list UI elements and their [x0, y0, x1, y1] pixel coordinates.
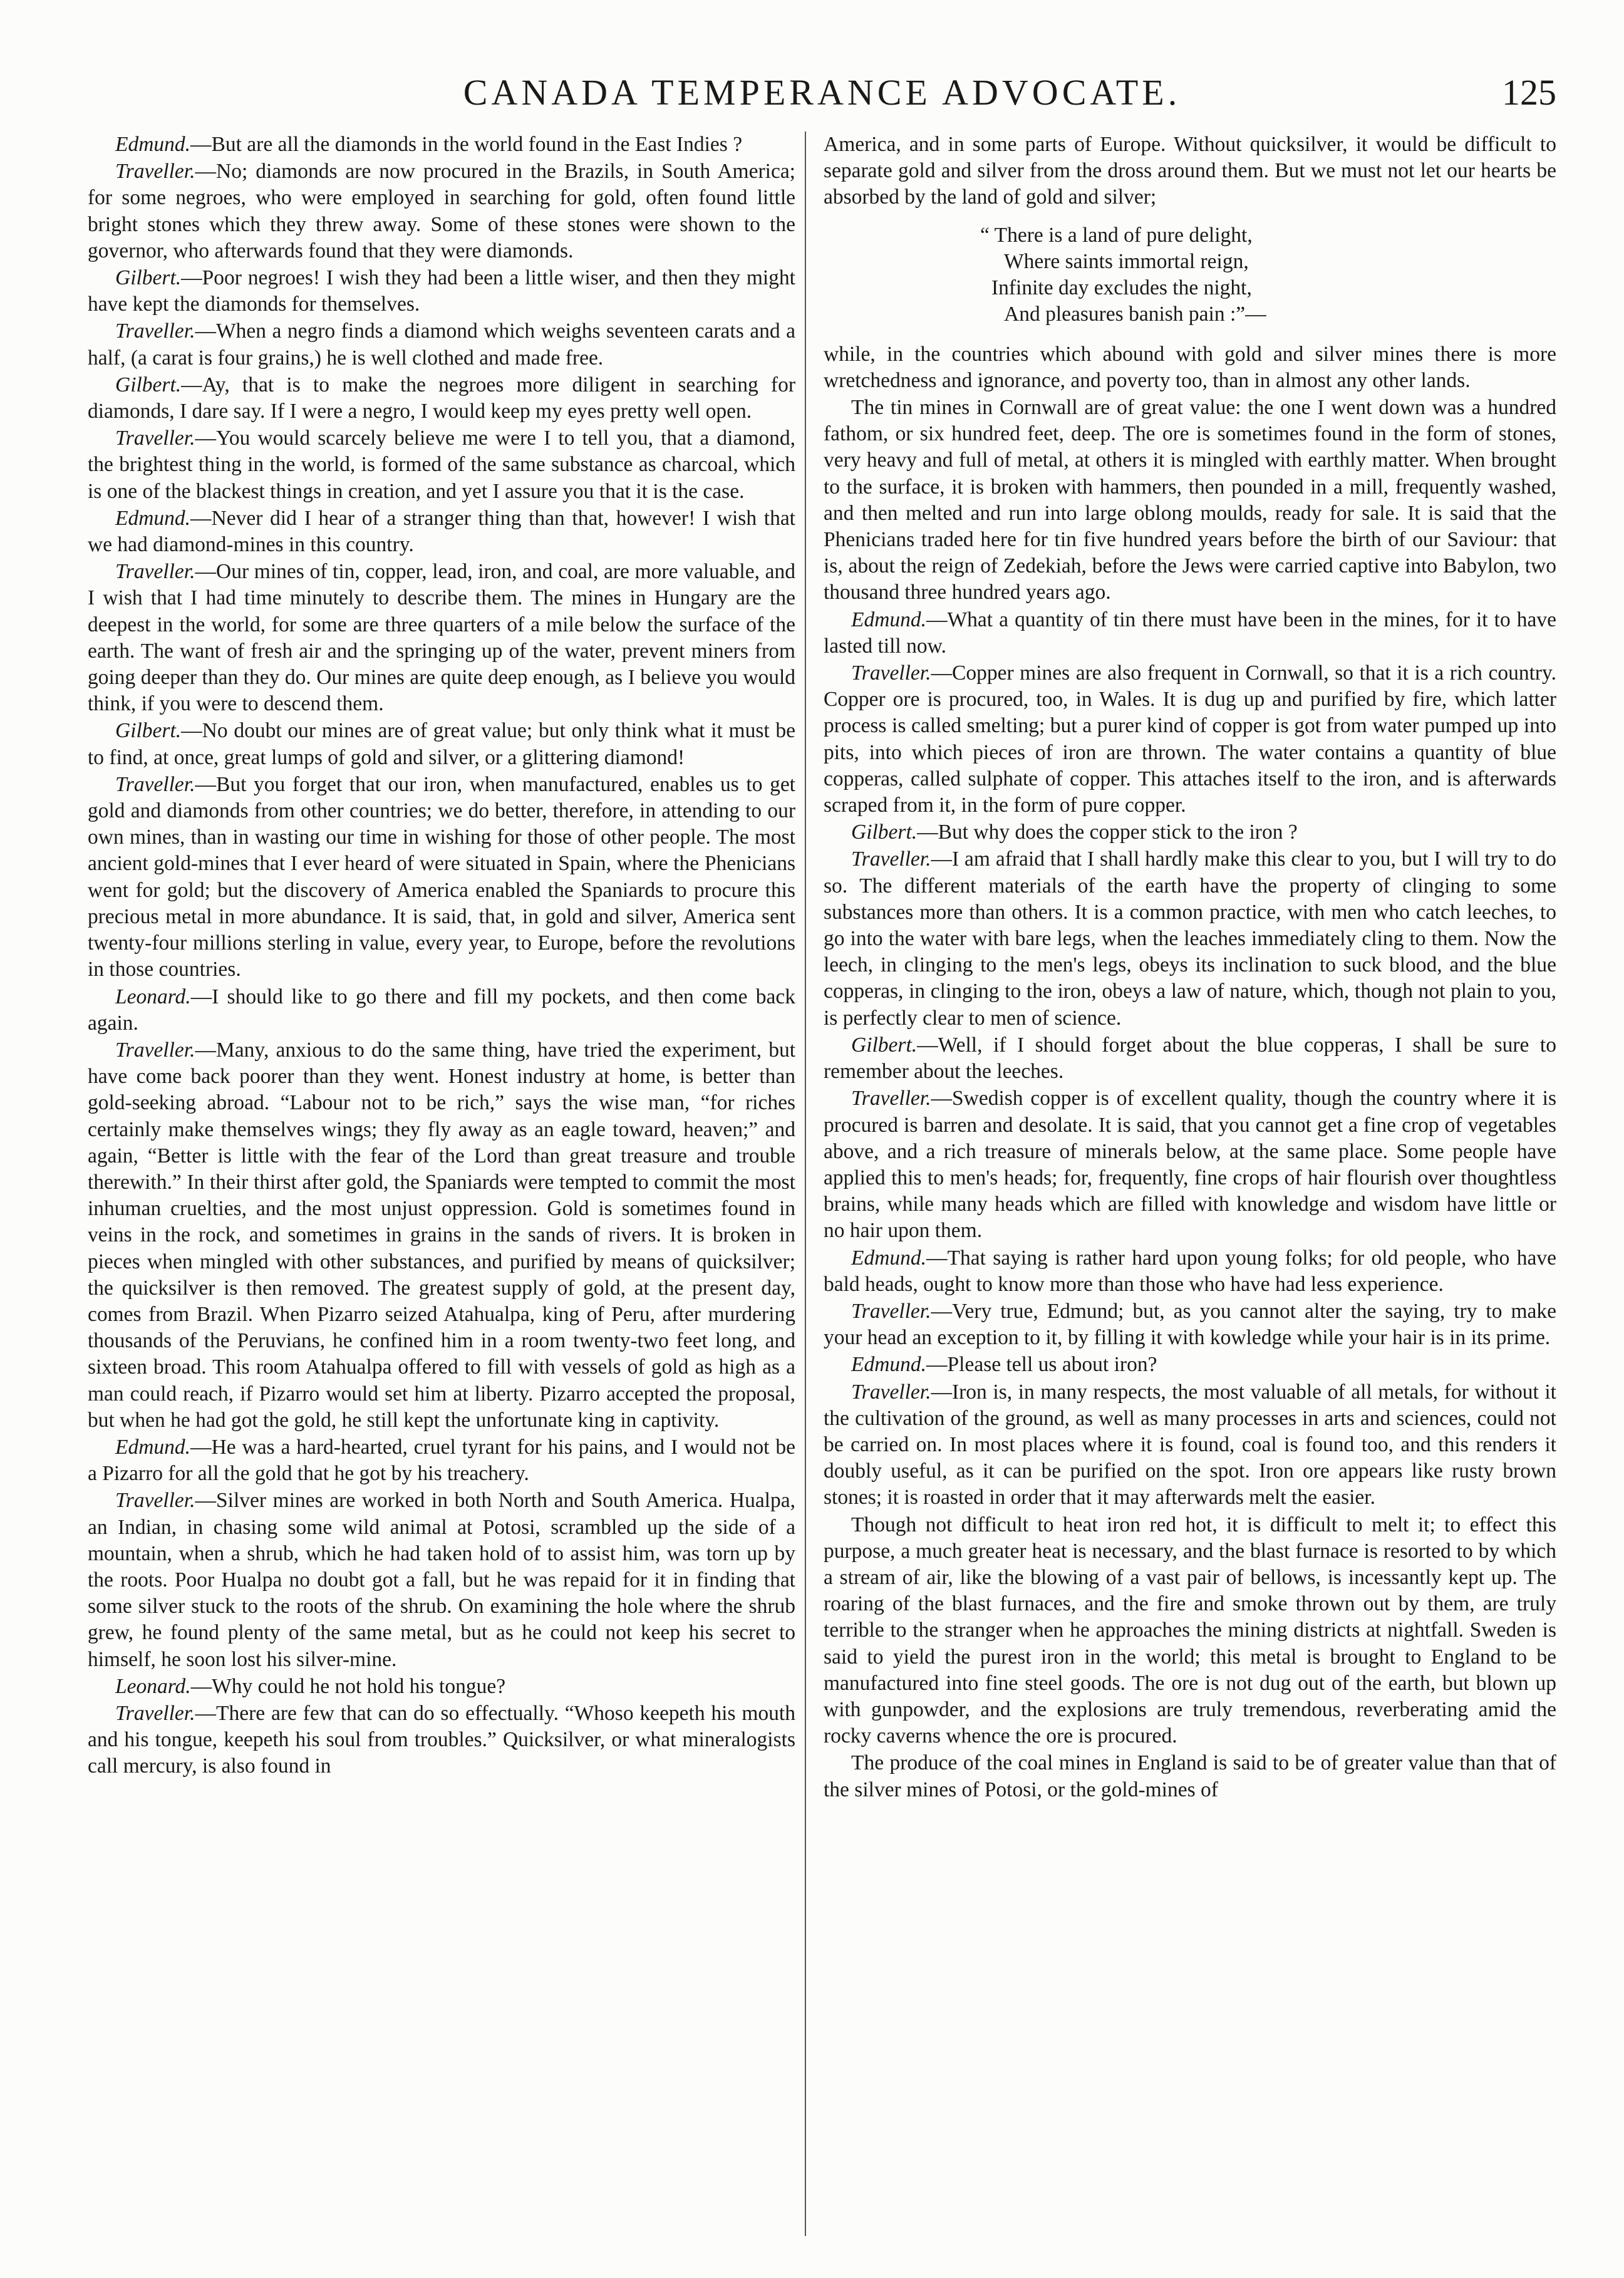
- speaker-name: Traveller.: [851, 1087, 931, 1111]
- paragraph-text: —Silver mines are worked in both North and South America. Hualpa, an Indian, in chasing some wild animal at Potosi, scrambled up the side of a mountain, when a shrub, which he had taken hold of to assist him, was torn up by the roots. Poor Hualpa no doubt got a fall, but he was repaid for it in finding that some silver stuck to the roots of the shrub. On examining the hole where the shrub grew, he found plenty of the same metal, but as he could not keep his secret to himself, he soon lost his silver-mine.: [88, 1489, 795, 1671]
- paragraph-text: —But you forget that our iron, when manufactured, enables us to get gold and diamonds from other countries; we do better, therefore, in attending to our own mines, than in wasting our time in wishing for those of other people. The most ancient gold-mines that I ever heard of were situated in Spain, where the Phenicians went for gold; but the discovery of America enabled the Spaniards to procure this precious metal in more abundance. It is said, that, in gold and silver, America sent twenty-four millions sterling in value, every year, to Europe, before the revolutions in those countries.: [88, 772, 795, 981]
- speaker-name: Traveller.: [115, 1701, 195, 1725]
- dialogue-paragraph: [88, 158, 795, 264]
- speaker-name: Edmund.: [851, 608, 927, 631]
- paragraph-text: —That saying is rather hard upon young folks; for old people, who have bald heads, ought to know more than those who have had less experience.: [824, 1246, 1556, 1296]
- paragraph-text: —Our mines of tin, copper, lead, iron, and coal, are more valuable, and I wish that I had time minutely to describe them. The mines in Hungary are the deepest in the world, for some are three quarters of a mile below the surface of the earth. The want of fresh air and the springing up of the water, prevent miners from going deeper than they do. Our mines are quite deep enough, as I believe you would think, if you were to descend them.: [88, 560, 795, 716]
- speaker-name: Leonard.: [115, 1674, 191, 1698]
- speaker-name: Traveller.: [851, 1380, 931, 1404]
- poem-line: Infinite day excludes the night,: [991, 276, 1252, 299]
- speaker-name: Edmund.: [851, 1353, 927, 1377]
- dialogue-paragraph: [824, 1379, 1556, 1511]
- paragraph-text: —He was a hard-hearted, cruel tyrant for his pains, and I would not be a Pizarro for all the gold that he got by his treachery.: [88, 1435, 795, 1486]
- speaker-name: Traveller.: [851, 661, 931, 685]
- dialogue-paragraph: [824, 395, 1556, 606]
- dialogue-paragraph: [824, 819, 1556, 846]
- dialogue-paragraph: [88, 559, 795, 717]
- speaker-name: Gilbert.: [115, 719, 182, 743]
- speaker-name: Traveller.: [115, 772, 195, 796]
- paragraph-text: —Swedish copper is of excellent quality, though the country where it is procured is barren and desolate. It is said, that you cannot get a fine crop of vegetables above, and a rich treasure of minerals below, at the same place. Some people have applied this to men's heads; for, frequently, fine crops of hair flourish over thoughtless brains, while many heads which are filled with knowledge and wisdom have little or no hair upon them.: [824, 1087, 1556, 1243]
- paragraph-text: —No; diamonds are now procured in the Brazils, in South America; for some negroes, who were employed in searching for gold, often found little bright stones which they threw away. Some of these stones were shown to the governor, who afterwards found that they were diamonds.: [88, 160, 795, 262]
- page-header: [88, 68, 1556, 118]
- left-column: [88, 132, 795, 2249]
- paragraph-text: The tin mines in Cornwall are of great value: the one I went down was a hundred fathom, or six hundred feet, deep. The ore is sometimes found in the form of stones, very heavy and full of metal, at others it is mingled with earthly matter. When brought to the surface, it is broken with hammers, then pounded in a mill, frequently washed, and then melted and run into large oblong moulds, ready for sale. It is said that the Phenicians traded here for tin five hundred years before the birth of our Saviour: that is, about the reign of Zedekiah, before the Jews were carried captive into Babylon, two thousand three hundred years ago.: [824, 396, 1556, 604]
- paragraph-text: —I should like to go there and fill my pockets, and then come back again.: [88, 985, 795, 1035]
- dialogue-paragraph: [824, 1750, 1556, 1803]
- speaker-name: Traveller.: [115, 560, 195, 584]
- poem-line: Where saints immortal reign,: [1004, 249, 1249, 273]
- right-column-paragraphs: [824, 395, 1556, 1803]
- page-number: 125: [1502, 72, 1556, 113]
- dialogue-paragraph: [88, 1037, 795, 1434]
- paragraph-text: —But why does the copper stick to the iron ?: [917, 821, 1298, 844]
- speaker-name: Gilbert.: [115, 373, 182, 396]
- dialogue-paragraph: [88, 265, 795, 318]
- speaker-name: Edmund.: [115, 133, 191, 156]
- speaker-name: Gilbert.: [851, 1033, 918, 1057]
- speaker-name: Traveller.: [851, 847, 931, 871]
- dialogue-paragraph: [824, 846, 1556, 1031]
- dialogue-paragraph: [88, 984, 795, 1037]
- dialogue-paragraph: [88, 1674, 795, 1700]
- speaker-name: Gilbert.: [851, 821, 918, 844]
- paragraph-text: —Iron is, in many respects, the most valuable of all metals, for without it the cultivation of the ground, as well as many processes in arts and sciences, could not be carried on. In most places where it is found, coal is found too, and this renders it doubly useful, as it can be purified on the spot. Iron ore appears like rusty brown stones; it is roasted in order that it may afterwards melt the easier.: [824, 1380, 1556, 1509]
- dialogue-paragraph: [824, 607, 1556, 660]
- paragraph-text: —When a negro finds a diamond which weighs seventeen carats and a half, (a carat is four grains,) he is well clothed and made free.: [88, 319, 795, 370]
- dialogue-paragraph: [88, 1434, 795, 1487]
- paragraph-text: —Very true, Edmund; but, as you cannot alter the saying, try to make your head an exception to it, by filling it with kowledge while your hair is in its prime.: [824, 1299, 1556, 1350]
- dialogue-paragraph: [824, 1512, 1556, 1750]
- paragraph-text: —Ay, that is to make the negroes more diligent in searching for diamonds, I dare say. If I were a negro, I would keep my eyes pretty well open.: [88, 373, 795, 423]
- publication-title: CANADA TEMPERANCE ADVOCATE.: [463, 72, 1181, 113]
- dialogue-paragraph: [88, 372, 795, 425]
- paragraph-text: —There are few that can do so effectually. “Whoso keepeth his mouth and his tongue, keepeth his soul from troubles.” Quicksilver, or what mineralogists call mercury, is also found in: [88, 1701, 795, 1778]
- paragraph-text: —Many, anxious to do the same thing, have tried the experiment, but have come back poorer than they went. Honest industry at home, is better than gold-seeking abroad. “Labour not to be rich,” says the wise man, “for riches certainly make themselves wings; they fly away as an eagle toward, heaven;” and again, “Better is little with the fear of the Lord than great treasure and trouble therewith.” In their thirst after gold, the Spaniards were tempted to commit the most inhuman cruelties, and the most unjust oppression. Gold is sometimes found in veins in the rock, and sometimes in grains in the sands of rivers. It is broken in pieces when mingled with other substances, and purified by means of quicksilver; the quicksilver is then removed. The greatest supply of gold, at the present day, comes from Brazil. When Pizarro seized Atahualpa, king of Peru, after murdering thousands of the Peruvians, he confined him in a room twenty-two feet long, and sixteen broad. This room Atahualpa offered to fill with vessels of gold as high as a man could reach, if Pizarro would set him at liberty. Pizarro accepted the proposal, but when he had got the gold, he still kept the unfortunate king in captivity.: [88, 1038, 795, 1432]
- poem-line: “ There is a land of pure delight,: [980, 223, 1253, 247]
- paragraph-text: —Why could he not hold his tongue?: [190, 1674, 506, 1698]
- dialogue-paragraph: [824, 1245, 1556, 1298]
- speaker-name: Edmund.: [115, 506, 191, 530]
- speaker-name: Traveller.: [851, 1299, 931, 1323]
- poem-line: And pleasures banish pain :”—: [1004, 302, 1266, 326]
- dialogue-paragraph: [88, 1701, 795, 1780]
- paragraph-text: —Never did I hear of a stranger thing than that, however! I wish that we had diamond-mines in this country.: [88, 506, 795, 557]
- dialogue-paragraph: [88, 1488, 795, 1672]
- dialogue-paragraph: [824, 1352, 1556, 1378]
- speaker-name: Leonard.: [115, 985, 191, 1008]
- paragraph-text: —I am afraid that I shall hardly make this clear to you, but I will try to do so. The different materials of the earth have the property of clinging to some substances more than others. It is a common practice, with men who catch leeches, to go into the water with bare legs, when the leaches immediately cling to them. Now the leech, in clinging to the men's legs, obeys its inclination to suck blood, and the blue copperas, in clinging to the iron, obeys a law of nature, which, though not plain to you, is perfectly clear to men of science.: [824, 847, 1556, 1030]
- speaker-name: Edmund.: [851, 1246, 927, 1270]
- dialogue-paragraph: [88, 718, 795, 770]
- paragraph-text: —Well, if I should forget about the blue copperas, I shall be sure to remember about the leeches.: [824, 1033, 1556, 1084]
- dialogue-paragraph: [88, 425, 795, 505]
- paragraph-text: —No doubt our mines are of great value; but only think what it must be to find, at once, great lumps of gold and silver, or a glittering diamond!: [88, 719, 795, 769]
- right-column: [824, 132, 1556, 2249]
- speaker-name: Gilbert.: [115, 266, 182, 290]
- paragraph-text: Though not difficult to heat iron red hot, it is difficult to melt it; to effect this purpose, a much greater heat is necessary, and the blast furnace is resorted to by which a stream of air, like the blowing of a vast pair of bellows, is incessantly kept up. The roaring of the blast furnaces, and the fire and smoke thrown out by them, are truly terrible to the stranger when he approaches the mining districts at nightfall. Sweden is said to yield the purest iron in the world; this metal is brought to England to be manufactured into fine steel goods. The ore is not dug out of the earth, but blown up with gunpowder, and the explosions are truly tremendous, reverberating amid the rocky caverns whence the ore is procured.: [824, 1513, 1556, 1748]
- dialogue-paragraph: [824, 1085, 1556, 1244]
- speaker-name: Traveller.: [115, 1489, 195, 1513]
- paragraph-text: —Please tell us about iron?: [926, 1353, 1157, 1377]
- speaker-name: Edmund.: [115, 1435, 191, 1459]
- paragraph-text: —Copper mines are also frequent in Cornwall, so that it is a rich country. Copper ore is procured, too, in Wales. It is dug up and purified by fire, which latter process is called smelting; but a purer kind of copper is got from water pumped up into pits, into which pieces of iron are thrown. The water contains a quantity of blue copperas, called sulphate of copper. This attaches itself to the iron, and is afterwards scraped from it, in the form of pure copper.: [824, 661, 1556, 817]
- right-column-after-poem: while, in the countries which abound with gold and silver mines there is more wretchedness and ignorance, and poverty too, than in almost any other lands.: [824, 342, 1556, 392]
- dialogue-paragraph: [824, 1032, 1556, 1085]
- dialogue-paragraph: [824, 1298, 1556, 1351]
- right-column-intro: America, and in some parts of Europe. Without quicksilver, it would be difficult to separate gold and silver from the dross around them. But we must not let our hearts be absorbed by the land of gold and silver;: [824, 133, 1556, 209]
- dialogue-paragraph: [88, 505, 795, 558]
- speaker-name: Traveller.: [115, 427, 195, 450]
- dialogue-paragraph: [824, 660, 1556, 819]
- paragraph-text: —But are all the diamonds in the world found in the East Indies ?: [190, 133, 743, 156]
- speaker-name: Traveller.: [115, 160, 195, 184]
- dialogue-paragraph: [88, 132, 795, 158]
- dialogue-paragraph: [88, 772, 795, 983]
- dialogue-paragraph: [88, 318, 795, 371]
- paragraph-text: —What a quantity of tin there must have been in the mines, for it to have lasted till now.: [824, 608, 1556, 658]
- speaker-name: Traveller.: [115, 1038, 195, 1062]
- paragraph-text: The produce of the coal mines in England is said to be of greater value than that of the silver mines of Potosi, or the gold-mines of: [824, 1751, 1556, 1801]
- speaker-name: Traveller.: [115, 319, 195, 343]
- paragraph-text: —Poor negroes! I wish they had been a little wiser, and then they might have kept the diamonds for themselves.: [88, 266, 795, 316]
- paragraph-text: —You would scarcely believe me were I to tell you, that a diamond, the brightest thing in the world, is formed of the same substance as charcoal, which is one of the blackest things in creation, and yet I assure you that it is the case.: [88, 427, 795, 503]
- poem-stanza: [980, 222, 1556, 328]
- column-divider: [805, 132, 806, 2236]
